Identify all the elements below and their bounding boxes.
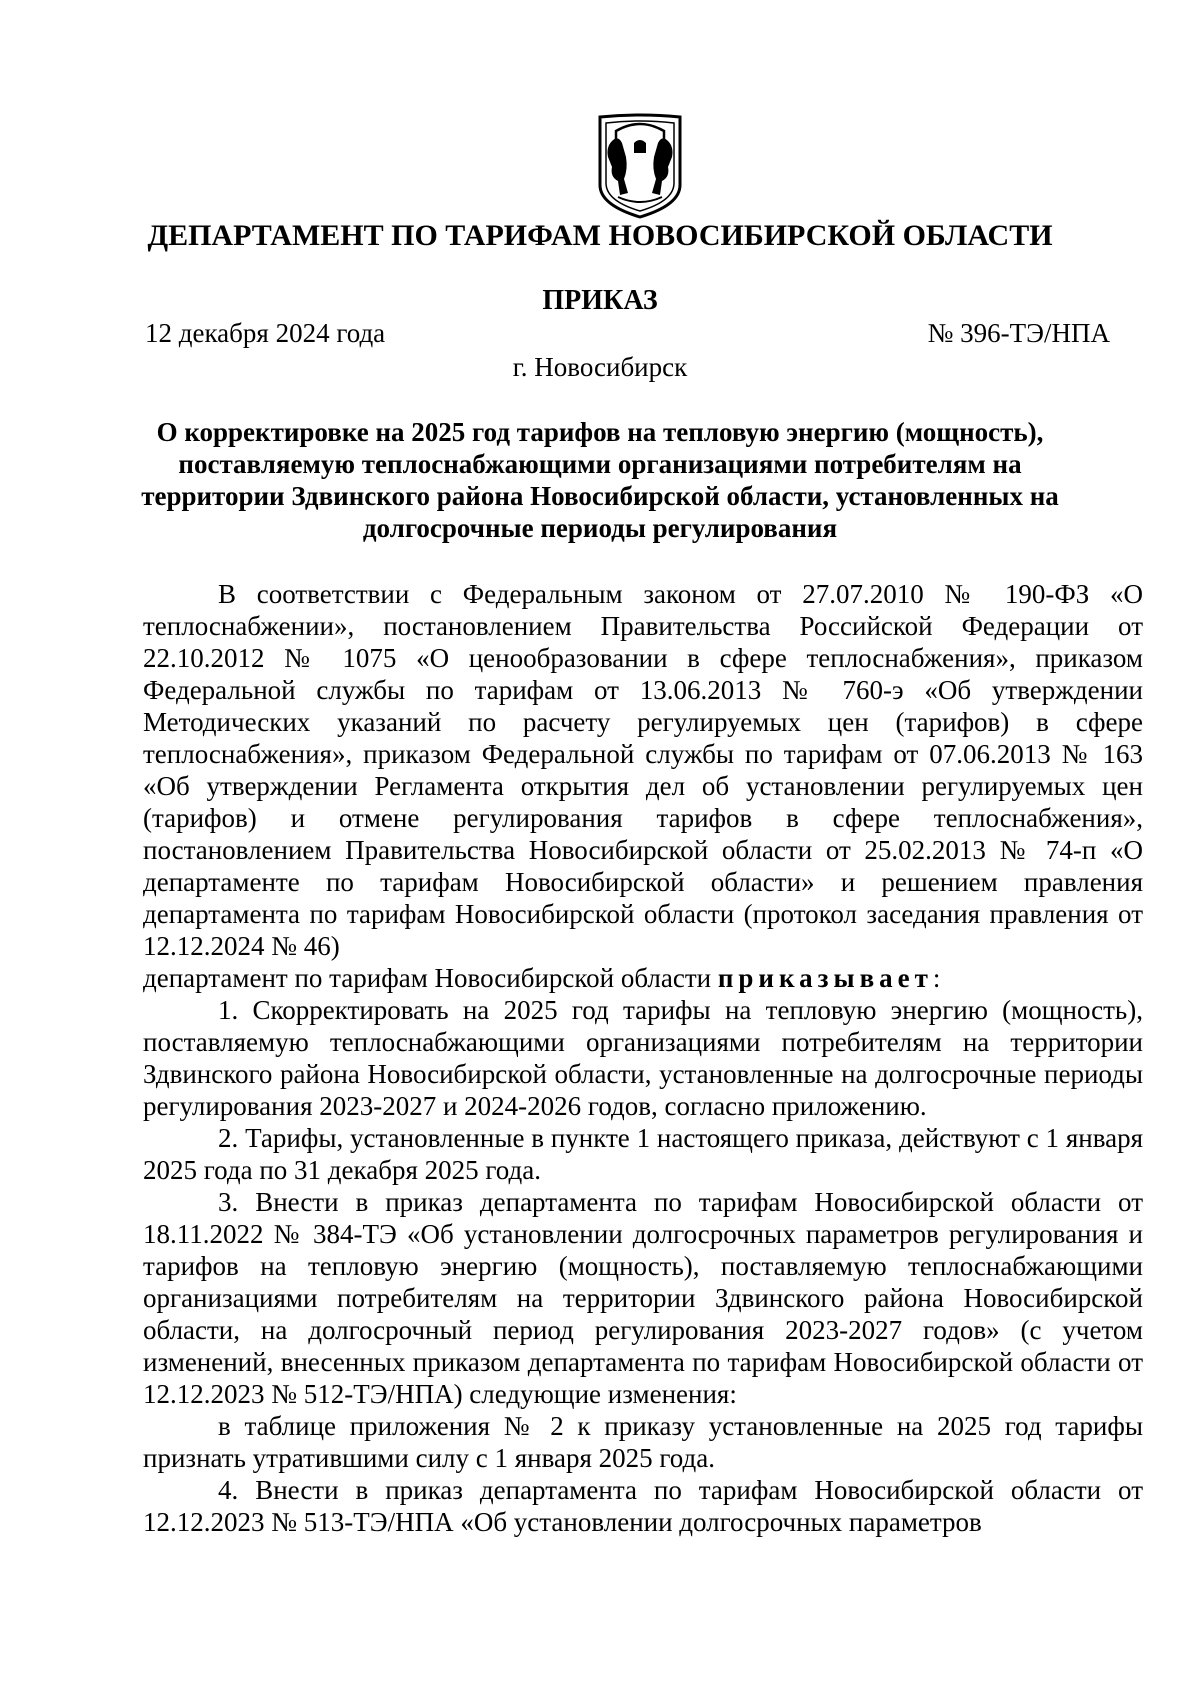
- order-line-end: :: [932, 963, 941, 993]
- document-body: [143, 578, 1143, 1538]
- order-verb: приказывает: [717, 963, 933, 993]
- document-title: О корректировке на 2025 год тарифов на тепловую энергию (мощность), поставляемую теплоснабжающими организациями потребителям на территории Здвинского района Новосибирской области, установленных на долгосрочные периоды регулирования: [141, 417, 1059, 543]
- preamble-paragraph: В соответствии с Федеральным законом от 27.07.2010 № 190-ФЗ «О теплоснабжении», постановлением Правительства Российской Федерации от 22.10.2012 № 1075 «О ценообразовании в сфере теплоснабжения», приказом Федеральной службы по тарифам от 13.06.2013 № 760-э «Об утверждении Методических указаний по расчету регулируемых цен (тарифов) в сфере теплоснабжения», приказом Федеральной службы по тарифам от 07.06.2013 № 163 «Об утверждении Регламента открытия дел об установлении регулируемых цен (тарифов) и отмене регулирования тарифов в сфере теплоснабжения», постановлением Правительства Новосибирской области от 25.02.2013 № 74-п «О департаменте по тарифам Новосибирской области» и решением правления департамента по тарифам Новосибирской области (протокол заседания правления от 12.12.2024 № 46): [143, 579, 1143, 961]
- order-item-3: 3. Внести в приказ департамента по тарифам Новосибирской области от 18.11.2022 № 384-ТЭ «Об установлении долгосрочных параметров регулирования и тарифов на тепловую энергию (мощность), поставляемую теплоснабжающими организациями потребителям на территории Здвинского района Новосибирской области, на долгосрочный период регулирования 2023-2027 годов» (с учетом изменений, внесенных приказом департамента по тарифам Новосибирской области от 12.12.2023 № 512-ТЭ/НПА) следующие изменения:: [143, 1187, 1143, 1409]
- order-line-text: департамент по тарифам Новосибирской области: [143, 963, 718, 993]
- document-number: № 396-ТЭ/НПА: [927, 318, 1110, 348]
- coat-of-arms-emblem: [594, 113, 686, 219]
- order-line: [143, 962, 1143, 994]
- order-item-4: 4. Внести в приказ департамента по тарифам Новосибирской области от 12.12.2023 № 513-ТЭ/НПА «Об установлении долгосрочных параметров: [143, 1475, 1143, 1537]
- order-item-2: 2. Тарифы, установленные в пункте 1 настоящего приказа, действуют с 1 января 2025 года по 31 декабря 2025 года.: [143, 1123, 1143, 1185]
- department-name: ДЕПАРТАМЕНТ ПО ТАРИФАМ НОВОСИБИРСКОЙ ОБЛАСТИ: [147, 219, 1053, 252]
- document-date: 12 декабря 2024 года: [145, 318, 386, 348]
- order-item-1: 1. Скорректировать на 2025 год тарифы на тепловую энергию (мощность), поставляемую теплоснабжающими организациями потребителям на территории Здвинского района Новосибирской области, установленные на долгосрочные периоды регулирования 2023-2027 и 2024-2026 годов, согласно приложению.: [143, 995, 1143, 1121]
- order-item-3-change: в таблице приложения № 2 к приказу установленные на 2025 год тарифы признать утратившими силу с 1 января 2025 года.: [143, 1411, 1143, 1473]
- document-city: г. Новосибирск: [512, 352, 688, 382]
- document-type: ПРИКАЗ: [542, 285, 658, 316]
